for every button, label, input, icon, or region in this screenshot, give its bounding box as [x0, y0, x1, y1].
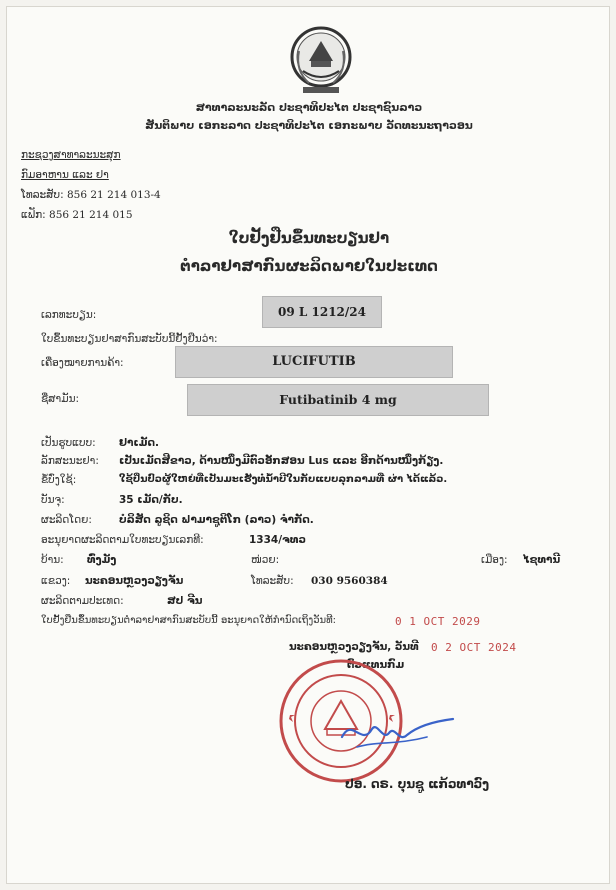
place-date-text: ນະຄອນຫຼວງວຽງຈັນ, ວັນທີ — [289, 641, 419, 653]
fax-label: ແຟັກ: — [21, 209, 46, 221]
signature-icon — [337, 707, 457, 757]
issuer-fax — [21, 209, 133, 221]
description-label: ລັກສະນະຢາ: — [41, 455, 99, 467]
generic-name-label: ຊື່ສາມັນ: — [41, 393, 80, 405]
reg-number-box — [262, 296, 382, 328]
validity-text: ໃບຢັ້ງຢືນຂຶ້ນທະບຽນຕຳລາຢາສາກົນສະບັບນີ້ ອະນຸຍາດໃຫ້ກຳນົດເຖິງວັນທີ: — [41, 615, 337, 626]
village-label: ບ້ານ: — [41, 554, 64, 566]
village-value: ທົ່ງມັງ — [87, 554, 117, 566]
phone-label: ໂທລະສັບ: — [21, 189, 64, 201]
intro-text: ໃບຂຶ້ນທະບຽນຢາສາກົນສະບັບນີ້ຢັ້ງຢືນວ່າ: — [41, 333, 218, 345]
district-value: ໄຊທານີ — [523, 554, 561, 566]
certificate-page — [6, 6, 610, 884]
on-behalf-text: ຕົວແທນກົມ — [347, 659, 405, 671]
unit-label: ໜ່ວຍ: — [251, 554, 280, 566]
province-value: ນະຄອນຫຼວງວຽງຈັນ — [85, 575, 184, 587]
maker-value: ບໍລິສັດ ລູຊິດ ຟາມາຊູຕິໂກ (ລາວ) ຈຳກັດ. — [119, 514, 314, 526]
origin-label: ຜະລິດຕາມປະເທດ: — [41, 595, 124, 607]
license-label: ອະນຸຍາດຜະລິດຕາມໃບທະບຽນເລກທີ: — [41, 534, 204, 546]
tel-label: ໂທລະສັບ: — [251, 575, 294, 587]
national-motto: ສັນຕິພາບ ເອກະລາດ ປະຊາທິປະໄຕ ເອກະພາບ ວັດທະນະຖາວອນ — [145, 119, 473, 132]
trade-name-label: ເຄື່ອງໝາຍການຄ້າ: — [41, 357, 124, 369]
tel-value: 030 9560384 — [311, 575, 388, 587]
reg-number-value: 09 L 1212/24 — [278, 305, 366, 319]
form-label: ເປັນຮູບແບບ: — [41, 437, 96, 449]
indication-label: ຂໍ້ບົ່ງໃຊ້: — [41, 474, 77, 486]
pack-label: ບັນຈຸ: — [41, 494, 65, 506]
issue-date: 0 2 OCT 2024 — [431, 641, 517, 654]
country-name: ສາທາລະນະລັດ ປະຊາທິປະໄຕ ປະຊາຊົນລາວ — [195, 101, 423, 114]
form-value: ຢາເມັດ. — [119, 437, 159, 449]
document-title: ໃບຢັ້ງຢືນຂຶ້ນທະບຽນຢາ — [228, 229, 390, 247]
license-value: 1334/ຈທວ — [249, 534, 306, 546]
valid-until-date: 0 1 OCT 2029 — [395, 615, 481, 628]
province-label: ແຂວງ: — [41, 575, 71, 587]
national-emblem-icon — [289, 21, 353, 99]
fax-value: 856 21 214 015 — [49, 209, 133, 221]
origin-value: ສປ ຈີນ — [167, 595, 203, 607]
pack-value: 35 ເມັດ/ກັບ. — [119, 494, 183, 506]
department-name: ກົມອາຫານ ແລະ ຢາ — [21, 169, 109, 181]
generic-name-value: Futibatinib 4 mg — [279, 392, 397, 407]
indication-value: ໃຊ້ປິ່ນປົວຜູ້ໃຫຍ່ທີ່ເປັນມະເຮັງທໍ່ນ້ຳບີໃນກັບແບບລຸກລາມທີ່ ຜ່າ ໄດ້ແລ້ວ. — [119, 474, 448, 485]
ministry-name: ກະຊວງສາທາລະນະສຸກ — [21, 149, 121, 161]
trade-name-box — [175, 346, 453, 378]
district-label: ເມືອງ: — [481, 554, 508, 566]
signer-name: ປອ. ດຣ. ບຸນຊູ ແກ້ວທາວົງ — [345, 777, 490, 791]
generic-name-box — [187, 384, 489, 416]
document-subtitle: ຕຳລາຢາສາກົນຜະລິດພາຍໃນປະເທດ — [180, 257, 438, 275]
issuer-phone — [21, 189, 161, 201]
maker-label: ຜະລິດໂດຍ: — [41, 514, 92, 526]
description-value: ເປັນເມັດສີຂາວ, ດ້ານໜຶ່ງມີຕົວອັກສອນ Lus ແລະ ອີກດ້ານໜຶ່ງກ້ຽງ. — [119, 455, 444, 467]
reg-number-label: ເລກທະບຽນ: — [41, 309, 97, 321]
phone-value: 856 21 214 013-4 — [67, 189, 161, 201]
trade-name-value: LUCIFUTIB — [272, 354, 356, 369]
